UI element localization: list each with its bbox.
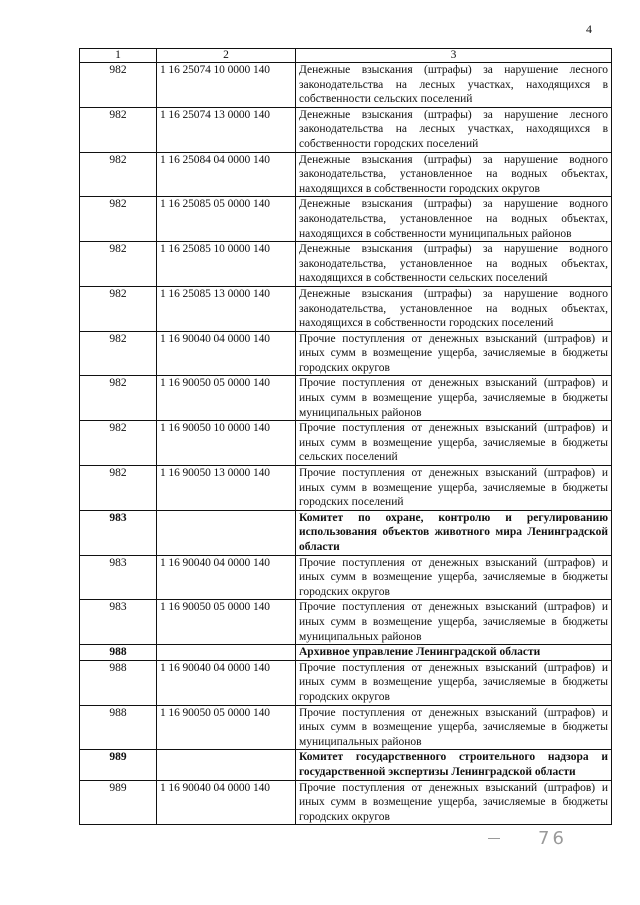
revenue-code-cell: 1 16 90050 05 0000 140: [157, 705, 296, 750]
table-row: [80, 660, 612, 705]
revenue-name-cell: Прочие поступления от денежных взысканий (штрафов) и иных сумм в возмещение ущерба, зачисляемые в бюджеты городских округов: [296, 780, 612, 825]
revenue-name-cell: Прочие поступления от денежных взысканий (штрафов) и иных сумм в возмещение ущерба, зачисляемые в бюджеты муниципальных районов: [296, 600, 612, 645]
table-section-heading-row: [80, 510, 612, 555]
table-section-heading-row: [80, 645, 612, 661]
handwritten-page-mark: 76: [538, 828, 567, 849]
revenue-name-cell: Прочие поступления от денежных взысканий (штрафов) и иных сумм в возмещение ущерба, зачисляемые в бюджеты городских округов: [296, 555, 612, 600]
administrator-name-cell: Архивное управление Ленинградской области: [296, 645, 612, 661]
revenue-code-cell: 1 16 90050 05 0000 140: [157, 376, 296, 421]
revenue-code-cell: 1 16 25085 13 0000 140: [157, 286, 296, 331]
revenue-name-cell: Денежные взыскания (штрафы) за нарушение водного законодательства, установленное на водных объектах, находящихся в собственности сельских поселений: [296, 242, 612, 287]
column-header-3: 3: [296, 49, 612, 63]
table-section-heading-row: [80, 750, 612, 780]
table-row: [80, 331, 612, 376]
admin-code-cell: 982: [80, 197, 157, 242]
admin-code-cell: 982: [80, 331, 157, 376]
table-body: [80, 63, 612, 825]
table-row: [80, 286, 612, 331]
revenue-code-cell: 1 16 90040 04 0000 140: [157, 331, 296, 376]
admin-code-cell: 983: [80, 600, 157, 645]
revenue-name-cell: Денежные взыскания (штрафы) за нарушение лесного законодательства на лесных участках, находящихся в собственности городских поселений: [296, 107, 612, 152]
table-row: [80, 780, 612, 825]
revenue-code-cell: 1 16 90040 04 0000 140: [157, 555, 296, 600]
admin-code-cell: 982: [80, 466, 157, 511]
revenue-name-cell: Прочие поступления от денежных взысканий (штрафов) и иных сумм в возмещение ущерба, зачисляемые в бюджеты городских округов: [296, 660, 612, 705]
admin-code-cell: 983: [80, 555, 157, 600]
revenue-code-cell: 1 16 90050 13 0000 140: [157, 466, 296, 511]
admin-code-cell: 982: [80, 242, 157, 287]
admin-code-cell: 982: [80, 152, 157, 197]
revenue-codes-table: [79, 48, 612, 825]
revenue-name-cell: Денежные взыскания (штрафы) за нарушение лесного законодательства на лесных участках, находящихся в собственности сельских поселений: [296, 63, 612, 108]
table-row: [80, 152, 612, 197]
revenue-name-cell: Прочие поступления от денежных взысканий (штрафов) и иных сумм в возмещение ущерба, зачисляемые в бюджеты муниципальных районов: [296, 705, 612, 750]
revenue-name-cell: Прочие поступления от денежных взысканий (штрафов) и иных сумм в возмещение ущерба, зачисляемые в бюджеты муниципальных районов: [296, 376, 612, 421]
administrator-name-cell: Комитет государственного строительного надзора и государственной экспертизы Ленинградской области: [296, 750, 612, 780]
admin-code-cell: 988: [80, 705, 157, 750]
admin-code-cell: 988: [80, 660, 157, 705]
table-row: [80, 600, 612, 645]
revenue-name-cell: Прочие поступления от денежных взысканий (штрафов) и иных сумм в возмещение ущерба, зачисляемые в бюджеты сельских поселений: [296, 421, 612, 466]
page-number: 4: [586, 22, 592, 36]
admin-code-cell: 983: [80, 510, 157, 555]
revenue-code-cell: 1 16 25074 13 0000 140: [157, 107, 296, 152]
column-header-1: 1: [80, 49, 157, 63]
admin-code-cell: 989: [80, 780, 157, 825]
revenue-code-cell: 1 16 90050 05 0000 140: [157, 600, 296, 645]
revenue-code-cell: 1 16 25085 05 0000 140: [157, 197, 296, 242]
admin-code-cell: 988: [80, 645, 157, 661]
revenue-code-cell: 1 16 25084 04 0000 140: [157, 152, 296, 197]
revenue-code-cell: [157, 510, 296, 555]
revenue-code-cell: 1 16 90040 04 0000 140: [157, 660, 296, 705]
admin-code-cell: 982: [80, 286, 157, 331]
table-row: [80, 197, 612, 242]
admin-code-cell: 982: [80, 376, 157, 421]
revenue-code-cell: 1 16 25085 10 0000 140: [157, 242, 296, 287]
table-row: [80, 466, 612, 511]
revenue-name-cell: Денежные взыскания (штрафы) за нарушение водного законодательства, установленное на водных объектах, находящихся в собственности муниципальных районов: [296, 197, 612, 242]
table-row: [80, 555, 612, 600]
revenue-code-cell: 1 16 90050 10 0000 140: [157, 421, 296, 466]
admin-code-cell: 982: [80, 107, 157, 152]
revenue-name-cell: Прочие поступления от денежных взысканий (штрафов) и иных сумм в возмещение ущерба, зачисляемые в бюджеты городских поселений: [296, 466, 612, 511]
revenue-code-cell: [157, 750, 296, 780]
revenue-code-cell: 1 16 25074 10 0000 140: [157, 63, 296, 108]
admin-code-cell: 989: [80, 750, 157, 780]
revenue-name-cell: Денежные взыскания (штрафы) за нарушение водного законодательства, установленное на водных объектах, находящихся в собственности городских поселений: [296, 286, 612, 331]
administrator-name-cell: Комитет по охране, контролю и регулированию использования объектов животного мира Ленинградской области: [296, 510, 612, 555]
revenue-code-cell: [157, 645, 296, 661]
table-row: [80, 107, 612, 152]
admin-code-cell: 982: [80, 63, 157, 108]
table-row: [80, 63, 612, 108]
revenue-name-cell: Прочие поступления от денежных взысканий (штрафов) и иных сумм в возмещение ущерба, зачисляемые в бюджеты городских округов: [296, 331, 612, 376]
table-row: [80, 376, 612, 421]
table-row: [80, 421, 612, 466]
column-header-2: 2: [157, 49, 296, 63]
admin-code-cell: 982: [80, 421, 157, 466]
signature-dash: [488, 838, 500, 839]
table-header-row: [80, 49, 612, 63]
table-row: [80, 705, 612, 750]
table-row: [80, 242, 612, 287]
revenue-name-cell: Денежные взыскания (штрафы) за нарушение водного законодательства, установленное на водных объектах, находящихся в собственности городских округов: [296, 152, 612, 197]
revenue-code-cell: 1 16 90040 04 0000 140: [157, 780, 296, 825]
